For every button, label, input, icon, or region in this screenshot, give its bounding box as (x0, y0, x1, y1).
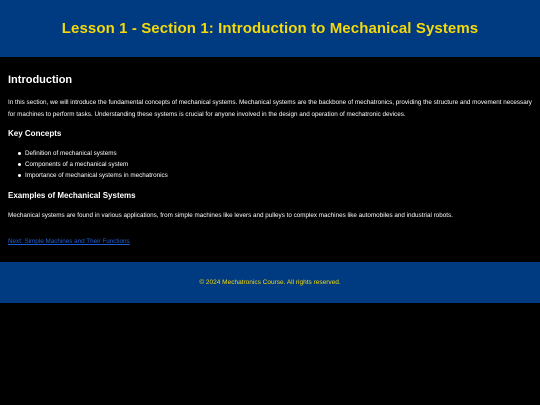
list-item: Importance of mechanical systems in mechatronics (18, 170, 532, 181)
page-header (0, 0, 540, 57)
examples-paragraph: Mechanical systems are found in various applications, from simple machines like levers and pulleys to complex machines like automobiles and industrial robots. (8, 212, 453, 219)
page-footer (0, 262, 540, 303)
copyright-text: © 2024 Mechatronics Course. All rights reserved. (199, 279, 341, 286)
intro-heading: Introduction (8, 74, 73, 86)
next-lesson-link[interactable]: Next: Simple Machines and Their Functions (8, 238, 130, 245)
key-concepts-heading: Key Concepts (8, 129, 62, 138)
key-concepts-list (8, 148, 532, 181)
intro-paragraph: In this section, we will introduce the fundamental concepts of mechanical systems. Mechanical systems are the backbone of mechatronics, providing the structure and movement necessary for machines to perform tasks. Understanding these systems is crucial for anyone involved in the design and operation of mechatronic devices. (8, 99, 532, 118)
main-content (0, 57, 540, 248)
examples-heading: Examples of Mechanical Systems (8, 191, 136, 200)
list-item: Components of a mechanical system (18, 159, 532, 170)
page-title: Lesson 1 - Section 1: Introduction to Mechanical Systems (61, 20, 479, 37)
list-item: Definition of mechanical systems (18, 148, 532, 159)
